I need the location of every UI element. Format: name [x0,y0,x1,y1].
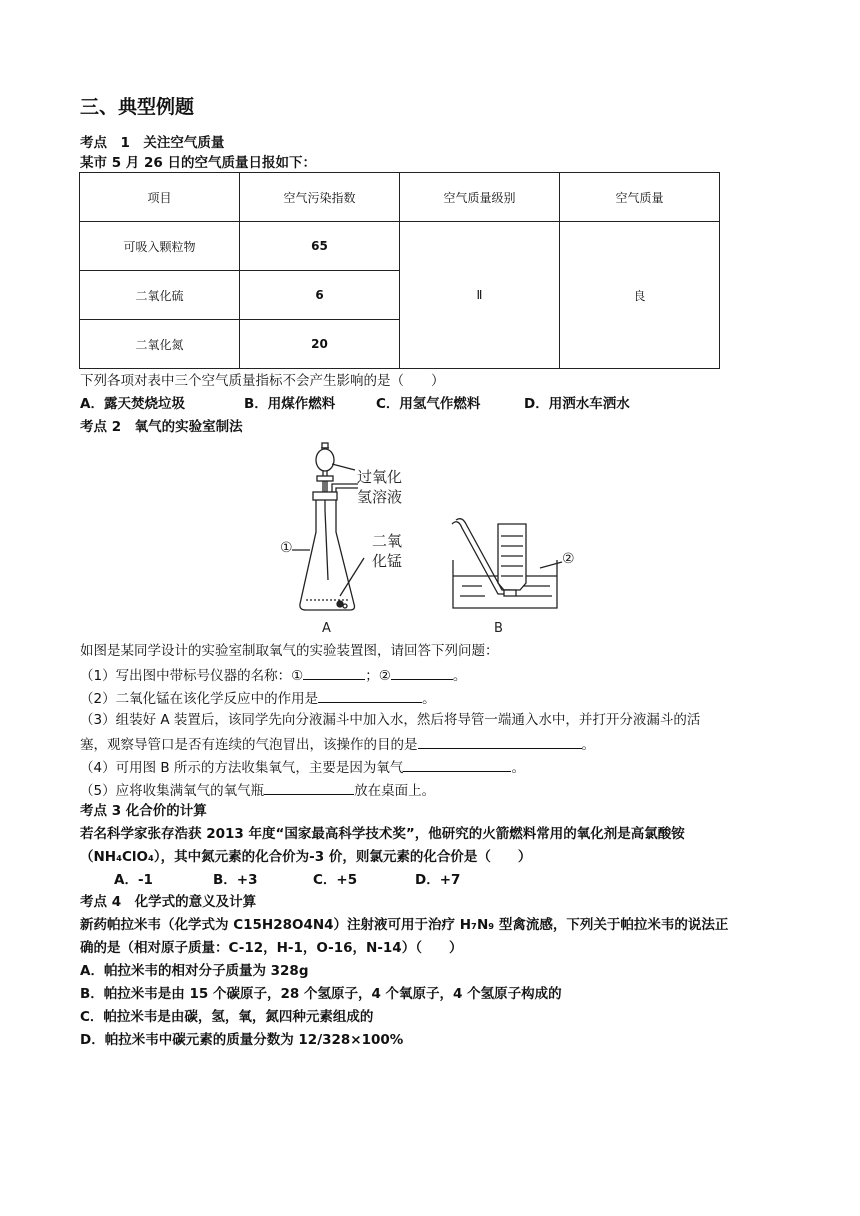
table-row [80,222,720,271]
apparatus-a [292,443,364,610]
q1-text-end: 。 [452,668,467,684]
table-cell-level: Ⅱ [400,222,560,369]
q2-text-end: 。 [422,691,436,707]
marker-2: ② [562,551,575,567]
q5-answer-blank[interactable] [264,780,354,795]
q4-answer-blank[interactable] [403,757,511,772]
label-mno2-line1: 二氧 [372,532,403,550]
table-header-cell: 空气污染指数 [240,173,400,222]
question-3-line2 [80,734,595,754]
table-cell-quality: 良 [560,222,720,369]
option-d: D．+7 [415,872,461,888]
table-cell-index: 65 [240,222,400,271]
table-cell-index: 6 [240,271,400,320]
topic4-line1: 新药帕拉米韦（化学式为 C15H28O4N4）注射液可用于治疗 H₇N₉ 型禽流感，下列关于帕拉米韦的说法正 [80,917,729,933]
topic2-intro: 如图是某同学设计的实验室制取氧气的实验装置图，请回答下列问题： [80,643,499,659]
topic4-heading: 考点 4 化学式的意义及计算 [80,894,257,910]
q3-answer-blank[interactable] [418,734,582,749]
q1-text-sep: ；② [365,668,391,684]
apparatus-b [452,519,562,608]
topic3-line2: （NH₄ClO₄），其中氮元素的化合价为-3 价，则氯元素的化合价是（ ） [80,849,532,865]
table-header-cell: 空气质量 [560,173,720,222]
option-b: B．用煤作燃料 [244,396,336,412]
option-b: B．+3 [213,872,258,888]
option-c: C．用氢气作燃料 [376,396,481,412]
table-header-cell: 空气质量级别 [400,173,560,222]
caption-b: B [494,621,503,636]
topic4-option-a: A．帕拉米韦的相对分子质量为 328g [80,963,309,979]
q3-text: 塞，观察导管口是否有连续的气泡冒出，该操作的目的是 [80,737,418,753]
question-3-line1: （3）组装好 A 装置后，该同学先向分液漏斗中加入水，然后将导管一端通入水中，并打开分液漏斗的活 [80,712,701,728]
topic4-option-c: C．帕拉米韦是由碳，氢，氧，氮四种元素组成的 [80,1009,374,1025]
topic3-heading: 考点 3 化合价的计算 [80,803,207,819]
q2-text: （2）二氧化锰在该化学反应中的作用是 [80,691,319,707]
topic2-heading: 考点 2 氧气的实验室制法 [80,419,243,435]
option-a: A．露天焚烧垃圾 [80,396,185,412]
label-funnel-line1: 过氧化 [357,468,403,486]
air-quality-table [79,172,720,369]
topic1-heading: 考点 1 关注空气质量 [80,135,225,151]
topic1-question: 下列各项对表中三个空气质量指标不会产生影响的是（ ） [80,373,445,389]
q1-text: （1）写出图中带标号仪器的名称：① [80,668,304,684]
q1-answer-blank-2[interactable] [391,665,453,680]
table-cell-index: 20 [240,320,400,369]
q4-text-end: 。 [511,760,525,776]
label-mno2-line2: 化锰 [372,552,403,570]
table-cell-item: 二氧化氮 [80,320,240,369]
topic4-option-b: B．帕拉米韦是由 15 个碳原子，28 个氢原子，4 个氧原子，4 个氢原子构成的 [80,986,562,1002]
q3-text-end: 。 [581,737,595,753]
table-header-row [80,173,720,222]
section-title: 三、典型例题 [80,96,195,118]
topic3-options [114,871,460,889]
marker-1: ① [280,540,293,556]
q5-text-end: 放在桌面上。 [354,783,436,799]
table-cell-item: 二氧化硫 [80,271,240,320]
option-d: D．用洒水车洒水 [524,396,630,412]
topic4-line2: 确的是（相对原子质量：C-12，H-1，O-16，N-14）（ ） [80,940,463,956]
q2-answer-blank[interactable] [318,688,422,703]
option-a: A．-1 [114,872,153,888]
table-cell-item: 可吸入颗粒物 [80,222,240,271]
table-header-cell: 项目 [80,173,240,222]
oxygen-apparatus-figure [270,440,600,640]
question-5 [80,780,435,800]
q4-text: （4）可用图 B 所示的方法收集氧气，主要是因为氧气 [80,760,404,776]
topic4-option-d: D．帕拉米韦中碳元素的质量分数为 12/328×100% [80,1032,404,1048]
topic1-options [80,395,630,413]
q5-text: （5）应将收集满氧气的氧气瓶 [80,783,265,799]
label-funnel-line2: 氢溶液 [357,488,403,506]
caption-a: A [322,621,331,636]
option-c: C．+5 [313,872,358,888]
question-2 [80,688,436,708]
q1-answer-blank-1[interactable] [303,665,365,680]
question-4 [80,757,525,777]
gas-bottle [498,524,526,590]
funnel-bulb [316,449,334,471]
question-1 [80,665,466,685]
stopcock [317,476,333,481]
topic3-line1: 若名科学家张存浩获 2013 年度“国家最高科学技术奖”，他研究的火箭燃料常用的氧化剂是高氯酸铵 [80,826,685,842]
topic1-intro: 某市 5 月 26 日的空气质量日报如下： [80,155,316,171]
